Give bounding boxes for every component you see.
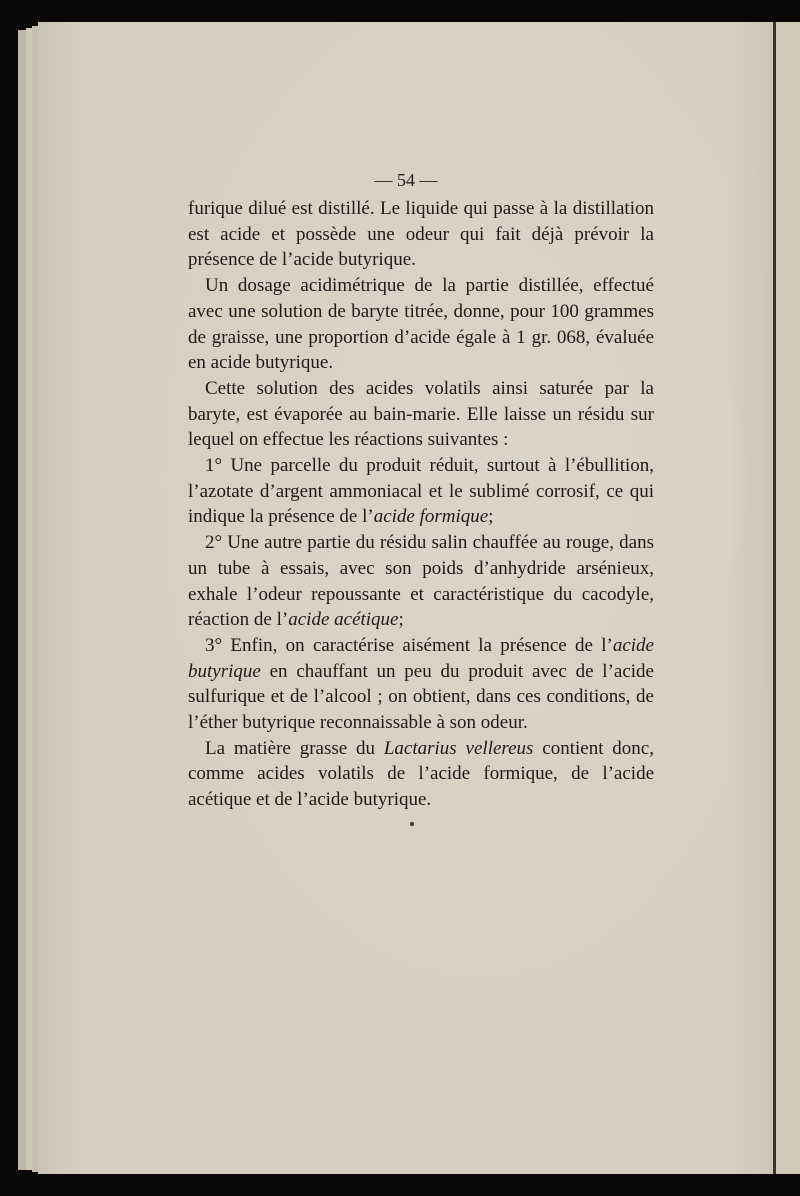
- book-page: [38, 22, 774, 1174]
- body-text: [188, 196, 654, 813]
- text-run: La matière grasse du: [205, 737, 384, 759]
- text-run: en chauffant un peu du produit avec de l’acide sulfurique et de l’alcool ; on obtient, dans ces conditions, de l’éther butyrique reconnaissable à son odeur.: [188, 660, 654, 734]
- paragraph: [188, 530, 654, 633]
- adjacent-page-edge: [776, 22, 800, 1174]
- paragraph: [188, 273, 654, 376]
- italic-term: Lactarius vellereus: [383, 737, 534, 759]
- ink-speck: [410, 822, 414, 826]
- paragraph: [188, 453, 654, 530]
- page-number: — 54 —: [374, 170, 438, 190]
- paragraph: [188, 196, 654, 273]
- paragraph: [188, 736, 654, 813]
- text-run: furique dilué est distillé. Le liquide qui passe à la distillation est acide et possède une odeur qui fait déjà prévoir la présence de l’acide butyrique.: [188, 198, 654, 271]
- italic-term: acide butyrique: [188, 634, 654, 682]
- italic-term: acide formique: [373, 506, 489, 528]
- text-run: 2° Une autre partie du résidu salin chauffée au rouge, dans un tube à essais, avec son poids d’anhydride arsénieux, exhale l’odeur repoussante et caractéristique du cacodyle, réaction de l’: [188, 532, 654, 631]
- text-run: ;: [398, 609, 404, 631]
- text-run: Cette solution des acides volatils ainsi saturée par la baryte, est évaporée au bain-marie. Elle laisse un résidu sur lequel on effectue les réactions suivantes :: [188, 377, 654, 451]
- paragraph: [188, 376, 654, 453]
- text-run: 3° Enfin, on caractérise aisément la présence de l’: [205, 634, 613, 656]
- text-run: 1° Une parcelle du produit réduit, surtout à l’ébullition, l’azotate d’argent ammoniacal et le sublimé corrosif, ce qui indique la présence de l’: [188, 455, 654, 528]
- italic-term: acide acétique: [288, 609, 399, 631]
- paragraph: [188, 633, 654, 736]
- text-run: contient donc, comme acides volatils de l’acide formique, de l’acide acétique et de l’acide butyrique.: [188, 737, 654, 811]
- text-run: ;: [488, 506, 494, 528]
- text-run: Un dosage acidimétrique de la partie distillée, effectué avec une solution de baryte titrée, donne, pour 100 grammes de graisse, une proportion d’acide égale à 1 gr. 068, évaluée en acide butyrique.: [188, 275, 654, 374]
